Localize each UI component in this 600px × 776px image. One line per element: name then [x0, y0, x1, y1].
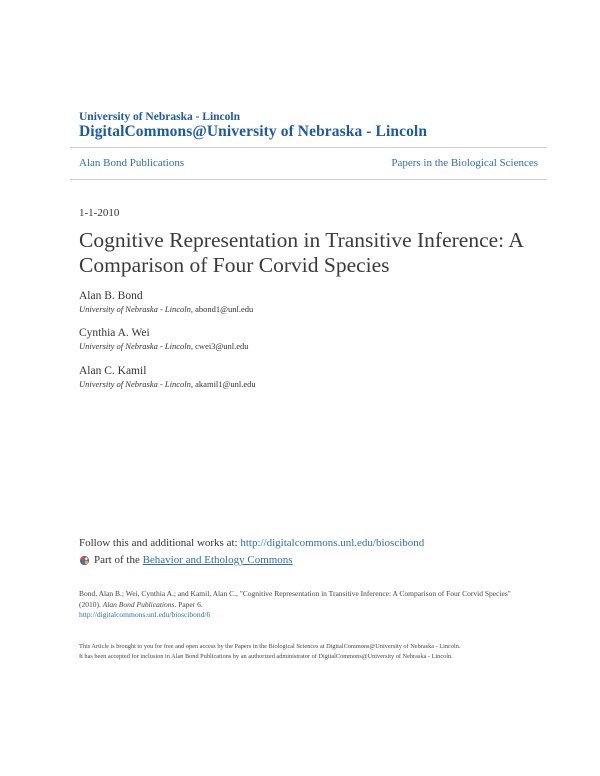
author-affiliation: University of Nebraska - Lincoln, cwei3@unl.edu	[79, 341, 249, 351]
citation-url[interactable]: http://digitalcommons.unl.edu/bioscibond/6	[79, 610, 211, 619]
author-name: Alan C. Kamil	[79, 365, 147, 377]
series-link-left[interactable]: Alan Bond Publications	[79, 157, 185, 169]
notice-line-1: This Article is brought to you for free and open access by the Papers in the Biological Sciences at DigitalCommons@University of Nebraska - Lincoln.	[79, 643, 461, 650]
author-block	[79, 326, 249, 352]
follow-link[interactable]: http://digitalcommons.unl.edu/bioscibond	[240, 537, 425, 549]
citation	[79, 589, 529, 621]
notice-line-2: It has been accepted for inclusion in Alan Bond Publications by an authorized administrator of DigitalCommons@University of Nebraska - Lincoln.	[79, 653, 453, 660]
publication-date: 1-1-2010	[79, 207, 120, 219]
follow-line	[79, 537, 424, 549]
commons-link[interactable]: Behavior and Ethology Commons	[142, 554, 293, 566]
author-name: Alan B. Bond	[79, 290, 143, 302]
citation-text: Bond, Alan B.; Wei, Cynthia A.; and Kamil, Alan C., "Cognitive Representation in Transitive Inference: A Comparison of Four Corvid Species" (2010).	[79, 589, 511, 609]
author-affiliation: University of Nebraska - Lincoln, abond1@unl.edu	[79, 304, 254, 314]
author-block	[79, 364, 256, 390]
author-block	[79, 289, 253, 315]
author-name: Cynthia A. Wei	[79, 327, 150, 339]
access-notice	[79, 642, 529, 662]
commons-network-icon	[79, 555, 90, 566]
divider-bottom	[70, 179, 547, 180]
divider-top	[70, 147, 547, 148]
page-title: Cognitive Representation in Transitive Inference: A Comparison of Four Corvid Species	[79, 228, 523, 277]
repository-link[interactable]: DigitalCommons@University of Nebraska - Lincoln	[79, 123, 428, 140]
citation-journal: Alan Bond Publications	[102, 599, 175, 609]
institution-link[interactable]: University of Nebraska - Lincoln	[79, 111, 240, 123]
part-of-text: Part of the	[94, 554, 140, 566]
citation-paper: . Paper 6.	[174, 599, 203, 609]
series-link-right[interactable]: Papers in the Biological Sciences	[391, 157, 538, 169]
author-affiliation: University of Nebraska - Lincoln, akamil1@unl.edu	[79, 379, 256, 389]
follow-text: Follow this and additional works at:	[79, 537, 241, 549]
part-of-line	[79, 554, 293, 566]
